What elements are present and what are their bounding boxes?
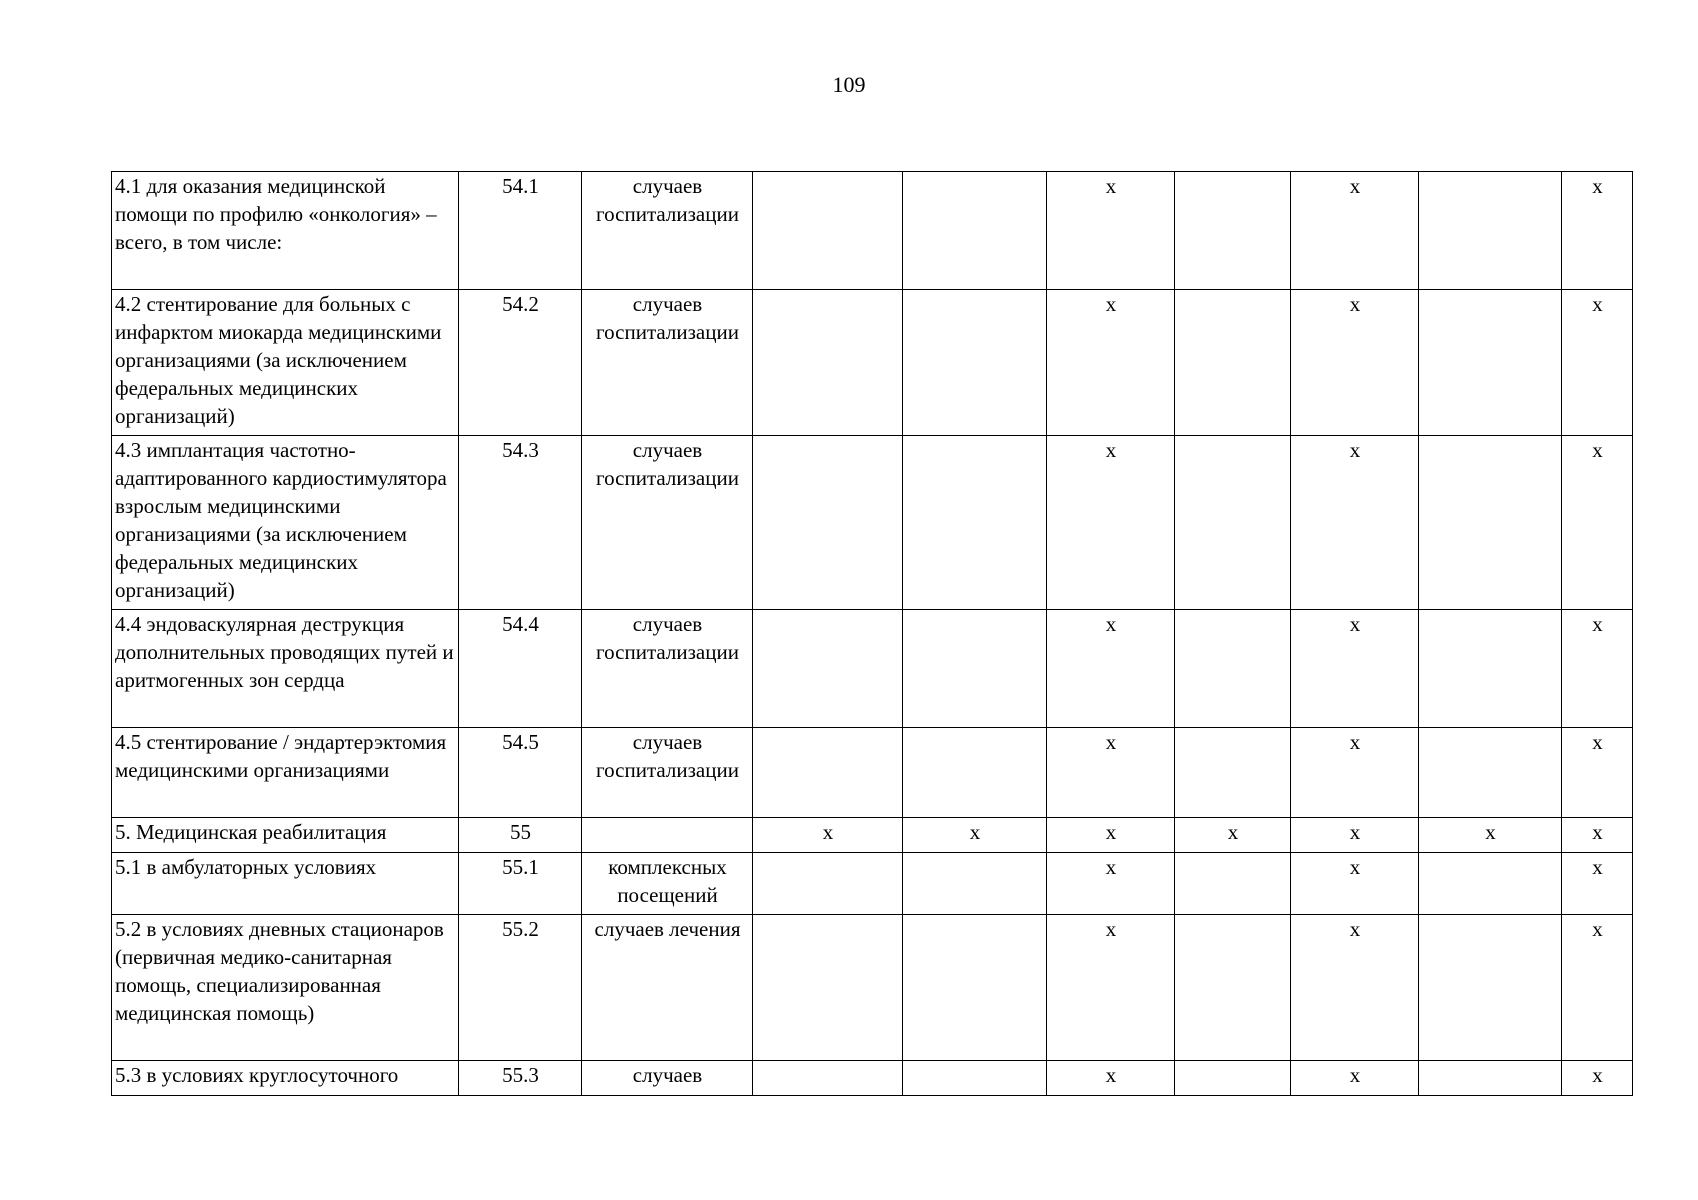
row-cell bbox=[903, 853, 1047, 915]
row-cell: x bbox=[753, 818, 903, 853]
row-cell: x bbox=[1291, 728, 1419, 818]
row-cell bbox=[1419, 172, 1562, 290]
table-row bbox=[112, 728, 1633, 818]
row-cell: x bbox=[1419, 818, 1562, 853]
row-cell bbox=[753, 853, 903, 915]
table-row bbox=[112, 610, 1633, 728]
row-name: 4.4 эндоваскулярная деструкция дополнительных проводящих путей и аритмогенных зон сердца bbox=[112, 610, 459, 728]
row-number: 54.1 bbox=[459, 172, 582, 290]
row-cell bbox=[1175, 728, 1291, 818]
row-unit: случаев госпитализации bbox=[582, 728, 753, 818]
row-cell bbox=[903, 610, 1047, 728]
row-cell: x bbox=[1047, 728, 1175, 818]
row-cell bbox=[903, 436, 1047, 610]
row-number: 55.2 bbox=[459, 915, 582, 1061]
row-unit bbox=[582, 818, 753, 853]
row-name: 5.2 в условиях дневных стационаров (первичная медико-санитарная помощь, специализированная медицинская помощь) bbox=[112, 915, 459, 1061]
row-cell: x bbox=[1047, 915, 1175, 1061]
row-cell bbox=[1175, 915, 1291, 1061]
row-unit: случаев госпитализации bbox=[582, 172, 753, 290]
row-number: 55.1 bbox=[459, 853, 582, 915]
row-cell: x bbox=[1291, 915, 1419, 1061]
row-cell: x bbox=[1047, 1061, 1175, 1096]
table-row bbox=[112, 915, 1633, 1061]
row-number: 55.3 bbox=[459, 1061, 582, 1096]
row-name: 5.1 в амбулаторных условиях bbox=[112, 853, 459, 915]
row-cell bbox=[753, 728, 903, 818]
row-cell: x bbox=[1291, 290, 1419, 436]
table-row bbox=[112, 172, 1633, 290]
row-number: 54.2 bbox=[459, 290, 582, 436]
row-cell: x bbox=[1562, 1061, 1633, 1096]
row-unit: случаев госпитализации bbox=[582, 610, 753, 728]
row-cell bbox=[753, 172, 903, 290]
row-cell bbox=[1419, 915, 1562, 1061]
row-name: 4.1 для оказания медицинской помощи по профилю «онкология» – всего, в том числе: bbox=[112, 172, 459, 290]
row-cell bbox=[1419, 436, 1562, 610]
row-cell bbox=[1175, 610, 1291, 728]
row-number: 54.3 bbox=[459, 436, 582, 610]
row-cell: x bbox=[1291, 436, 1419, 610]
row-cell: x bbox=[1291, 172, 1419, 290]
row-name: 4.3 имплантация частотно-адаптированного кардиостимулятора взрослым медицинскими организациями (за исключением федеральных медицинских организаций) bbox=[112, 436, 459, 610]
row-cell bbox=[753, 610, 903, 728]
row-cell bbox=[1419, 290, 1562, 436]
row-cell: x bbox=[1562, 915, 1633, 1061]
row-name: 4.2 стентирование для больных с инфарктом миокарда медицинскими организациями (за исключением федеральных медицинских организаций) bbox=[112, 290, 459, 436]
row-cell: x bbox=[1562, 610, 1633, 728]
row-name: 5.3 в условиях круглосуточного bbox=[112, 1061, 459, 1096]
row-cell bbox=[903, 728, 1047, 818]
row-cell: x bbox=[903, 818, 1047, 853]
row-cell: x bbox=[1047, 610, 1175, 728]
row-cell: x bbox=[1291, 853, 1419, 915]
table-row bbox=[112, 290, 1633, 436]
data-table bbox=[111, 171, 1633, 1096]
row-cell bbox=[1419, 610, 1562, 728]
row-cell: x bbox=[1047, 853, 1175, 915]
row-cell: x bbox=[1562, 853, 1633, 915]
row-unit: случаев госпитализации bbox=[582, 290, 753, 436]
row-cell: x bbox=[1562, 172, 1633, 290]
row-cell bbox=[1175, 172, 1291, 290]
row-cell bbox=[753, 436, 903, 610]
row-cell: x bbox=[1047, 436, 1175, 610]
row-name: 4.5 стентирование / эндартерэктомия медицинскими организациями bbox=[112, 728, 459, 818]
row-name: 5. Медицинская реабилитация bbox=[112, 818, 459, 853]
row-cell bbox=[1175, 436, 1291, 610]
row-cell: x bbox=[1047, 818, 1175, 853]
row-cell bbox=[903, 172, 1047, 290]
row-unit: случаев лечения bbox=[582, 915, 753, 1061]
row-cell: x bbox=[1047, 172, 1175, 290]
row-cell: x bbox=[1175, 818, 1291, 853]
row-cell bbox=[1419, 728, 1562, 818]
row-cell bbox=[753, 290, 903, 436]
row-cell: x bbox=[1047, 290, 1175, 436]
page-number: 109 bbox=[832, 72, 866, 97]
row-number: 54.5 bbox=[459, 728, 582, 818]
table-row bbox=[112, 818, 1633, 853]
row-cell bbox=[1419, 1061, 1562, 1096]
row-unit: случаев госпитализации bbox=[582, 436, 753, 610]
row-number: 55 bbox=[459, 818, 582, 853]
table-row bbox=[112, 1061, 1633, 1096]
row-cell bbox=[1419, 853, 1562, 915]
row-cell bbox=[903, 290, 1047, 436]
row-cell: x bbox=[1562, 728, 1633, 818]
row-cell bbox=[1175, 290, 1291, 436]
row-cell bbox=[1175, 853, 1291, 915]
row-cell: x bbox=[1562, 818, 1633, 853]
row-cell: x bbox=[1291, 1061, 1419, 1096]
table-row bbox=[112, 853, 1633, 915]
row-cell bbox=[903, 915, 1047, 1061]
row-cell bbox=[753, 1061, 903, 1096]
row-cell: x bbox=[1562, 290, 1633, 436]
row-cell bbox=[1175, 1061, 1291, 1096]
row-unit: случаев bbox=[582, 1061, 753, 1096]
row-number: 54.4 bbox=[459, 610, 582, 728]
row-cell: x bbox=[1562, 436, 1633, 610]
row-cell bbox=[753, 915, 903, 1061]
table-row bbox=[112, 436, 1633, 610]
row-cell: x bbox=[1291, 610, 1419, 728]
row-cell bbox=[903, 1061, 1047, 1096]
row-unit: комплексных посещений bbox=[582, 853, 753, 915]
row-cell: x bbox=[1291, 818, 1419, 853]
